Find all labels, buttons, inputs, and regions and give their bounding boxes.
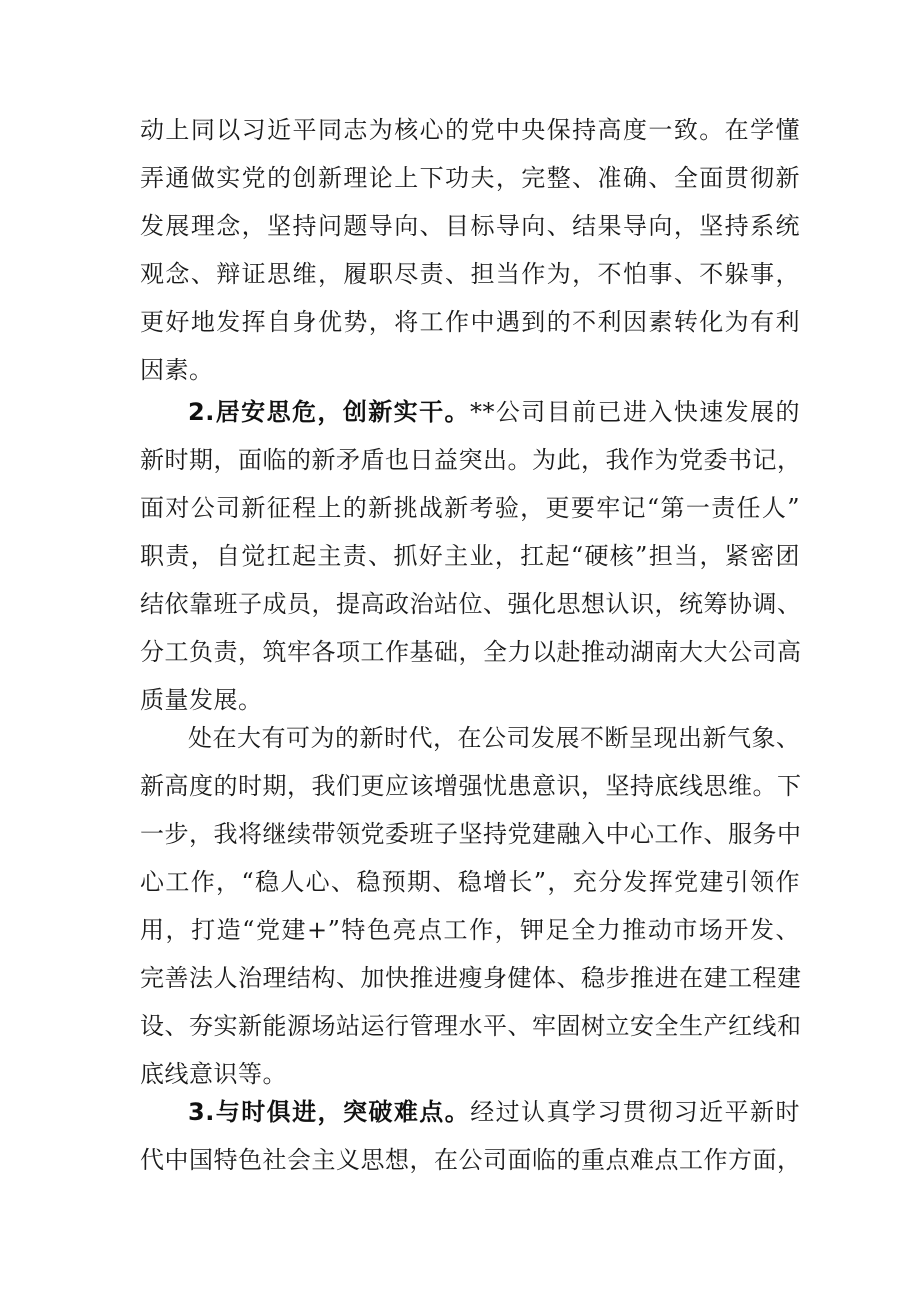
text-line: 观念、辩证思维，履职尽责、担当作为，不怕事、不躲事，	[140, 260, 800, 288]
text-line: 心工作，“稳人心、稳预期、稳增长”，充分发挥党建引领作	[140, 868, 800, 896]
paragraph-1	[140, 106, 800, 394]
text-line: 处在大有可为的新时代，在公司发展不断呈现出新气象、	[188, 724, 801, 752]
text-line: 新时期，面临的新矛盾也日益突出。为此，我作为党委书记，	[140, 446, 802, 474]
text-line: 代中国特色社会主义思想，在公司面临的重点难点工作方面，	[140, 1146, 802, 1174]
text-line: 发展理念，坚持问题导向、目标导向、结果导向，坚持系统	[140, 212, 800, 240]
text-line: 面对公司新征程上的新挑战新考验，更要牢记“第一责任人”	[140, 494, 800, 522]
text-line: 设、夯实新能源场站运行管理水平、牢固树立安全生产红线和	[140, 1012, 802, 1040]
text-run: 经过认真学习贯彻习近平新时	[470, 1098, 800, 1126]
text-line: 质量发展。	[140, 686, 263, 714]
text-run: **公司目前已进入快速发展的	[469, 398, 800, 426]
text-line: 职责，自觉扛起主责、抓好主业，扛起“硬核”担当，紧密团	[140, 542, 800, 570]
paragraph-4	[140, 1088, 800, 1184]
text-line: 底线意识等。	[140, 1060, 287, 1088]
text-line: 因素。	[140, 356, 214, 384]
text-line: 动上同以习近平同志为核心的党中央保持高度一致。在学懂	[140, 116, 800, 144]
text-line: 一步，我将继续带领党委班子坚持党建融入中心工作、服务中	[140, 820, 802, 848]
paragraph-2	[140, 388, 800, 724]
text-line: 完善法人治理结构、加快推进瘦身健体、稳步推进在建工程建	[140, 964, 802, 992]
text-line	[140, 388, 800, 436]
section-heading: 2.居安思危，创新实干。	[188, 398, 470, 426]
text-line: 结依靠班子成员，提高政治站位、强化思想认识，统筹协调、	[140, 590, 802, 618]
text-line: 用，打造“党建+”特色亮点工作，钾足全力推动市场开发、	[140, 916, 800, 944]
text-line: 新高度的时期，我们更应该增强忧患意识，坚持底线思维。下	[140, 772, 802, 800]
paragraph-3	[140, 714, 800, 1098]
text-line	[140, 1088, 800, 1136]
section-heading: 3.与时俱进，突破难点。	[188, 1098, 471, 1126]
text-line: 分工负责，筑牢各项工作基础，全力以赴推动湖南大大公司高	[140, 638, 802, 666]
text-line: 弄通做实党的创新理论上下功夫，完整、准确、全面贯彻新	[140, 164, 800, 192]
text-line: 更好地发挥自身优势，将工作中遇到的不利因素转化为有利	[140, 308, 800, 336]
